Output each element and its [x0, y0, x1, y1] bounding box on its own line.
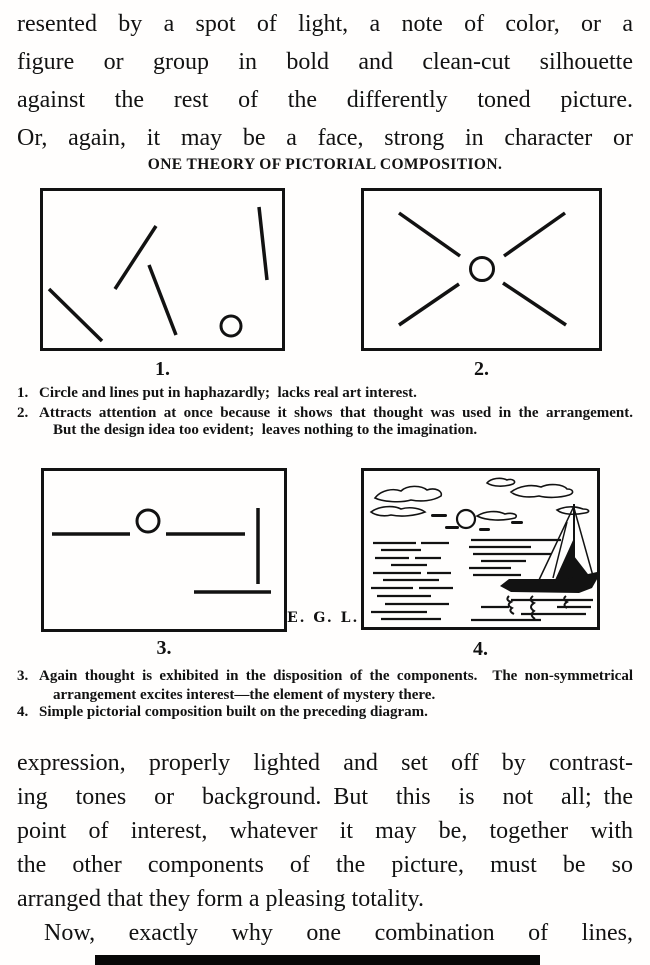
- figure-3-nonsymmetrical-diagram: [41, 468, 287, 632]
- caption-text: Attracts attention at once because it shows that thought was used in the arrangement.: [39, 405, 633, 421]
- sun-circle: [457, 510, 475, 528]
- caption-number: 4.: [17, 704, 29, 720]
- circle-motif: [221, 316, 241, 336]
- cloud: [375, 486, 441, 501]
- paragraph-line: arranged that they form a pleasing totality.: [17, 886, 424, 912]
- paragraph-line: Now, exactly why one combination of lines,: [44, 920, 633, 946]
- paragraph-line: expression, properly lighted and set off by contrast-: [17, 750, 633, 776]
- paragraph-line: resented by a spot of light, a note of color, or a: [17, 11, 633, 37]
- caption-number: 3.: [17, 668, 29, 684]
- paragraph-line: Or, again, it may be a face, strong in character or: [17, 125, 633, 151]
- caption-1: [17, 384, 633, 403]
- top-paragraph: [17, 5, 633, 157]
- paragraph-line: figure or group in bold and clean-cut silhouette: [17, 49, 633, 75]
- caption-3-continued: arrangement excites interest—the element of mystery there.: [53, 687, 436, 703]
- caption-number: 1.: [17, 385, 29, 401]
- scan-artifact-bar: [95, 955, 540, 965]
- caption-text: Simple pictorial composition built on the preceding diagram.: [39, 704, 428, 720]
- artist-signature: E. G. L.: [287, 610, 360, 626]
- paragraph-line: the other components of the picture, must be so: [17, 852, 633, 878]
- figure-1-haphazard-diagram: [40, 188, 285, 352]
- cloud: [511, 485, 573, 498]
- circle-motif: [137, 510, 159, 532]
- figure-1-label: 1.: [155, 358, 170, 380]
- paragraph-line: ing tones or background. But this is not all; the: [17, 784, 633, 810]
- caption-3: [17, 667, 633, 686]
- frame: [42, 190, 284, 350]
- caption-number: 2.: [17, 405, 29, 421]
- figure-4-seascape-sketch: [361, 468, 600, 630]
- section-heading: ONE THEORY OF PICTORIAL COMPOSITION.: [147, 156, 503, 173]
- figure-3-label: 3.: [156, 637, 172, 659]
- cloud: [487, 478, 515, 486]
- caption-2-continued: But the design idea too evident; leaves nothing to the imagination.: [53, 422, 478, 438]
- bottom-paragraph: [17, 746, 633, 950]
- paragraph-line: against the rest of the differently toned picture.: [17, 87, 633, 113]
- paragraph-line: point of interest, whatever it may be, together with: [17, 818, 633, 844]
- circle-motif: [471, 258, 494, 281]
- figure-2-symmetric-diagram: [361, 188, 602, 352]
- cloud: [477, 512, 516, 521]
- caption-4: [17, 703, 633, 722]
- figure-4-label: 4.: [473, 638, 488, 660]
- figure-2-label: 2.: [474, 358, 489, 380]
- frame: [43, 470, 286, 631]
- caption-text: Again thought is exhibited in the disposition of the components. The non-symmetrical: [39, 668, 633, 684]
- cloud: [371, 507, 425, 516]
- caption-text: Circle and lines put in haphazardly; lacks real art interest.: [39, 385, 417, 401]
